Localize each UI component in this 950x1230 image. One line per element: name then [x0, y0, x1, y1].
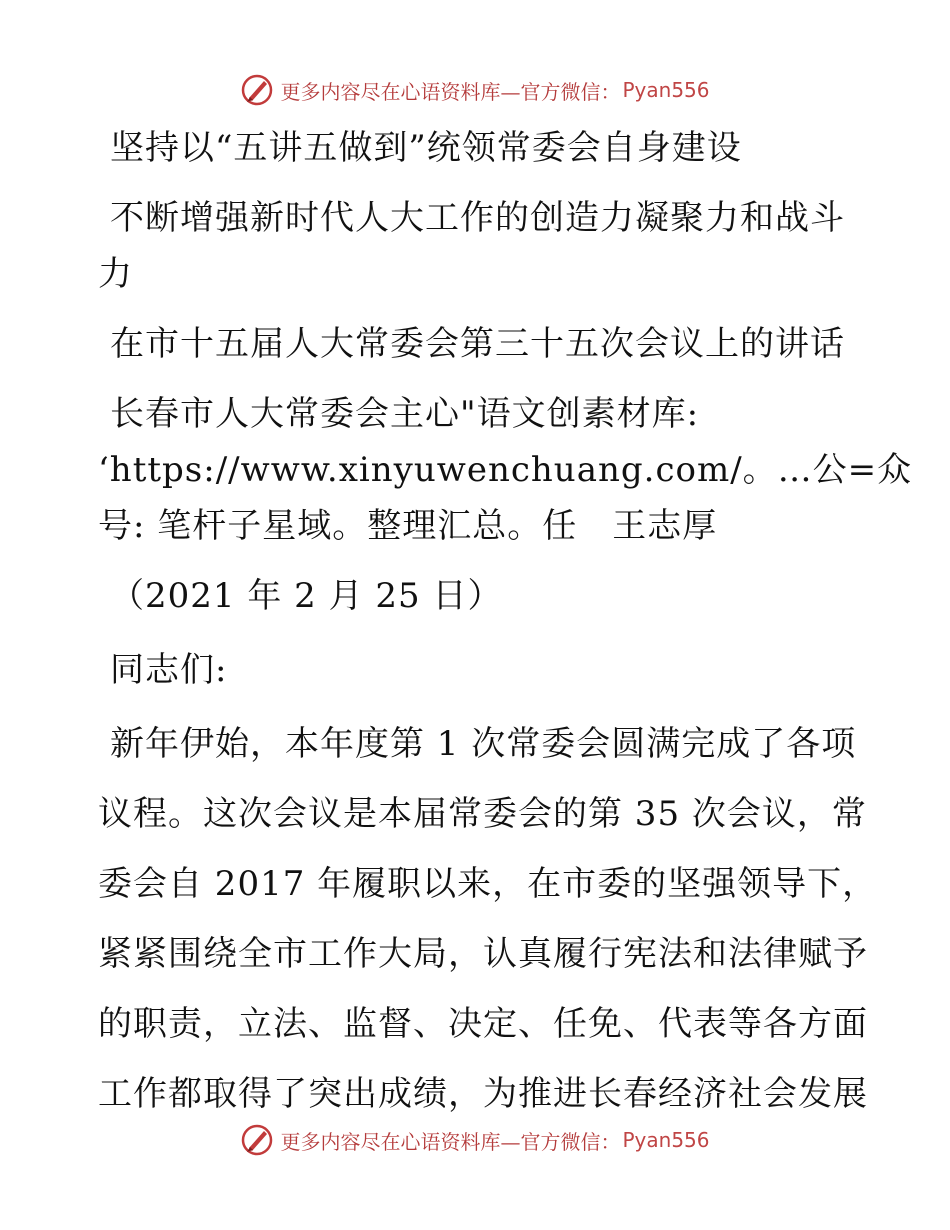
paragraph-line: 新年伊始，本年度第 1 次常委会圆满完成了各项 — [110, 724, 857, 764]
footer-watermark — [0, 1120, 950, 1160]
paragraph-line: 委会自 2017 年履职以来，在市委的坚强领导下， — [98, 864, 878, 904]
paragraph-line: 议程。这次会议是本届常委会的第 35 次会议，常 — [98, 794, 867, 834]
subtitle-line: 在市十五届人大常委会第三十五次会议上的讲话 — [110, 324, 845, 364]
watermark-text: 更多内容尽在心语资料库—官方微信： — [280, 1129, 621, 1154]
title-line-2: 不断增强新时代人大工作的创造力凝聚力和战斗 — [110, 198, 845, 238]
document-body — [98, 120, 913, 1122]
pen-logo-icon — [240, 1123, 274, 1157]
title-line-2-wrap: 力 — [98, 254, 133, 294]
watermark-text: 更多内容尽在心语资料库—官方微信： — [280, 79, 621, 104]
watermark-wechat-id: Pyan556 — [622, 1128, 710, 1152]
paragraph-line: 紧紧围绕全市工作大局，认真履行宪法和法律赋予 — [98, 934, 868, 974]
watermark-wechat-id: Pyan556 — [622, 78, 710, 102]
author-line: 长春市人大常委会主心"语文创素材库: — [110, 394, 700, 434]
header-watermark — [0, 70, 950, 110]
date-line: （2021 年 2 月 25 日） — [110, 576, 503, 616]
title-line-1: 坚持以“五讲五做到”统领常委会自身建设 — [110, 128, 742, 168]
pen-logo-icon — [240, 73, 274, 107]
source-account-line: 号: 笔杆子星域。整理汇总。任 王志厚 — [98, 506, 718, 546]
source-url-line: ‘https://www.xinyuwenchuang.com/。…公=众 — [98, 450, 913, 490]
paragraph-line: 的职责，立法、监督、决定、任免、代表等各方面 — [98, 1004, 868, 1044]
salutation-line: 同志们: — [110, 650, 228, 690]
paragraph-line: 工作都取得了突出成绩，为推进长春经济社会发展 — [98, 1074, 868, 1114]
